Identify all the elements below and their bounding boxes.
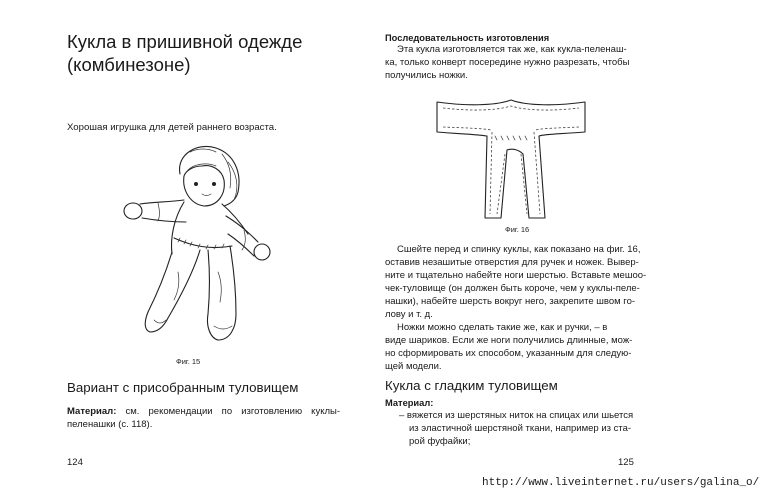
intro-paragraph — [385, 43, 647, 82]
material-label: Материал: — [385, 398, 434, 408]
material-line: из эластичной шерстяной ткани, например из ста- — [409, 423, 632, 434]
text-line: виде шариков. Если же ноги получились длинные, мож- — [385, 335, 633, 346]
text-line: щей модели. — [385, 361, 442, 372]
material-line: – вяжется из шерстяных ниток на спицах или шьется — [399, 410, 634, 421]
material-text: см. рекомендации по изготовлению куклы-пеленашки (с. 118). — [67, 406, 340, 430]
page-number: 124 — [67, 457, 83, 468]
text-line: чек-туловище (он должен быть короче, чем у куклы-пеле- — [385, 283, 640, 294]
text-line: лову и т. д. — [385, 309, 433, 320]
material-list — [385, 409, 647, 448]
text-line: Сшейте перед и спинку куклы, как показано на фиг. 16, — [397, 244, 641, 255]
intro-line: ка, только конверт посередине нужно разрезать, чтобы — [385, 57, 630, 68]
instructions-paragraph — [385, 243, 647, 373]
section-subtitle: Кукла с гладким туловищем — [385, 378, 558, 393]
left-page — [0, 0, 349, 494]
right-page — [349, 0, 699, 494]
text-line: но сформировать их способом, указанным для следую- — [385, 348, 632, 359]
intro-text: Хорошая игрушка для детей раннего возраста. — [67, 122, 277, 133]
page-title — [67, 30, 337, 76]
suit-pattern-illustration — [435, 92, 587, 220]
material-note — [67, 405, 340, 431]
material-line: рой фуфайки; — [409, 436, 471, 447]
intro-line: Эта кукла изготовляется так же, как кукла-пеленаш- — [397, 44, 627, 55]
section-heading: Последовательность изготовления — [385, 33, 550, 43]
source-url-watermark: http://www.liveinternet.ru/users/galina_o/ — [482, 477, 759, 489]
page-number: 125 — [618, 457, 634, 468]
material-label: Материал: — [67, 406, 117, 417]
figure-caption: Фиг. 15 — [176, 357, 201, 366]
section-subtitle: Вариант с присобранным туловищем — [67, 380, 299, 395]
text-line: ните и тщательно набейте ноги шерстью. Вставьте мешоо- — [385, 270, 647, 281]
figure-caption: Фиг. 16 — [505, 225, 530, 234]
intro-line: получились ножки. — [385, 70, 468, 81]
title-line-2: (комбинезоне) — [67, 54, 191, 75]
title-line-1: Кукла в пришивной одежде — [67, 31, 303, 52]
doll-illustration — [118, 142, 278, 354]
text-line: нашки), набейте шерсть вокруг него, закрепите швом го- — [385, 296, 636, 307]
text-line: Ножки можно сделать такие же, как и ручки, – в — [397, 322, 608, 333]
text-line: оставив незашитые отверстия для ручек и ножек. Вывер- — [385, 257, 639, 268]
